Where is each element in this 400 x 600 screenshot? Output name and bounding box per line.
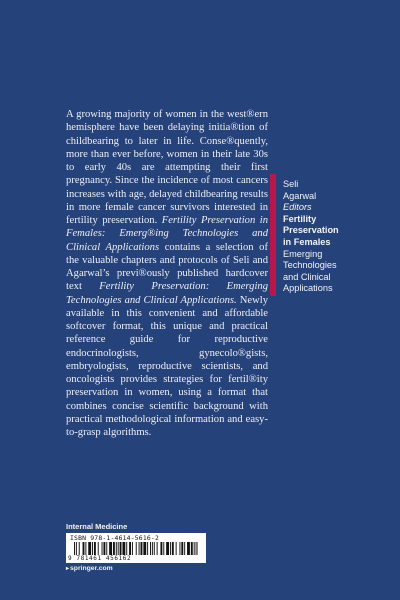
barcode-bar — [129, 542, 131, 555]
blurb-paragraph-1: A growing majority of women in the west®ern hemisphere have been delaying initia®tion of childbearing to later in life. Conse®quently, more than ever before, women in their late 30s to early 40s are attempting their first pregnancy. Since the incidence of most cancers increases with age, delayed childbearing results in more female cancer survivors interested in fertility preservation. — [66, 109, 268, 226]
book-title-line-1: Fertility — [283, 213, 317, 224]
barcode-bar — [120, 542, 122, 555]
barcode-bar — [170, 542, 171, 555]
barcode-bar — [109, 542, 112, 555]
barcode-bar — [76, 542, 77, 555]
book-title-line-2: Preservation — [283, 225, 339, 236]
barcode-digits: 9 781461 456162 — [68, 555, 132, 562]
barcode-bar — [166, 542, 169, 555]
book-subtitle-line-1: Emerging — [283, 248, 323, 259]
barcode-bar — [152, 542, 153, 555]
blurb-text — [66, 108, 268, 439]
barcode-icon — [74, 542, 198, 555]
barcode-bar — [102, 542, 103, 555]
barcode-bar — [184, 542, 185, 555]
barcode-bar — [85, 542, 86, 555]
barcode-bar — [136, 542, 137, 555]
barcode-bar — [143, 542, 146, 555]
barcode-bar — [118, 542, 119, 555]
category-label: Internal Medicine — [66, 522, 128, 531]
barcode-bar — [157, 542, 158, 555]
author-agarwal: Agarwal — [283, 190, 317, 201]
barcode-bar — [92, 542, 93, 555]
barcode-bar — [116, 542, 117, 555]
blurb-paragraph-2: contains a selection of the valuable chapters and protocols of Seli and Agarwal’s previ®ously published hardcover text — [66, 241, 268, 293]
barcode-panel — [66, 533, 206, 563]
book-subtitle-line-2: Technologies — [283, 260, 337, 271]
barcode-bar — [194, 542, 195, 555]
editors-label: Editors — [283, 202, 312, 213]
barcode-bar — [187, 542, 190, 555]
barcode-bar — [172, 542, 174, 555]
barcode-bar — [181, 542, 183, 555]
barcode-bar — [103, 542, 105, 555]
accent-bar — [270, 174, 276, 296]
barcode-bar — [113, 542, 115, 555]
barcode-bar — [147, 542, 148, 555]
barcode-bar — [196, 542, 197, 555]
barcode-bar — [198, 542, 199, 555]
barcode-bar — [88, 542, 91, 555]
book-subtitle-line-3: and Clinical — [283, 271, 331, 282]
barcode-bar — [141, 542, 143, 555]
isbn-text: ISBN 978-1-4614-5616-2 — [70, 534, 160, 542]
barcode-bar — [98, 542, 99, 555]
barcode-bar — [154, 542, 155, 555]
barcode-bar — [74, 542, 75, 555]
barcode-bar — [122, 542, 125, 555]
barcode-bar — [94, 542, 96, 555]
barcode-bar — [150, 542, 151, 555]
barcode-bar — [132, 542, 133, 555]
publisher-link[interactable] — [66, 565, 113, 572]
barcode-bar — [83, 542, 85, 555]
book-title-line-3: in Females — [283, 236, 331, 247]
blurb-hardcover-title: Fertility Preservation: Emerging Technologies and Clinical Applications. — [66, 281, 268, 306]
barcode-bar — [139, 542, 140, 555]
barcode-bar — [163, 542, 164, 555]
book-info — [283, 179, 383, 295]
website-text: springer.com — [70, 565, 113, 572]
blurb-paragraph-3: Newly available in this convenient and affordable softcover format, this unique and practical reference guide for reproductive endocrinologists, gynecolo®gists, embryologists, reproductive scientists, and oncologists provides strategies for fertil®ity preservation in women, using a format that combines concise scientific background with practical methodological information and easy-to-grasp algorithms. — [66, 294, 268, 438]
barcode-bar — [126, 542, 127, 555]
blurb-book-title: Fertility Preservation in Females: Emerg®ing Technologies and Clinical Applications — [66, 215, 268, 253]
book-subtitle-line-4: Applications — [283, 283, 333, 294]
author-seli: Seli — [283, 179, 299, 189]
barcode-bar — [106, 542, 107, 555]
barcode-bar — [179, 542, 180, 555]
barcode-bar — [176, 542, 177, 555]
barcode-bar — [79, 542, 80, 555]
barcode-bar — [160, 542, 162, 555]
chevron-right-icon: ▸ — [66, 566, 70, 572]
barcode-bar — [191, 542, 193, 555]
